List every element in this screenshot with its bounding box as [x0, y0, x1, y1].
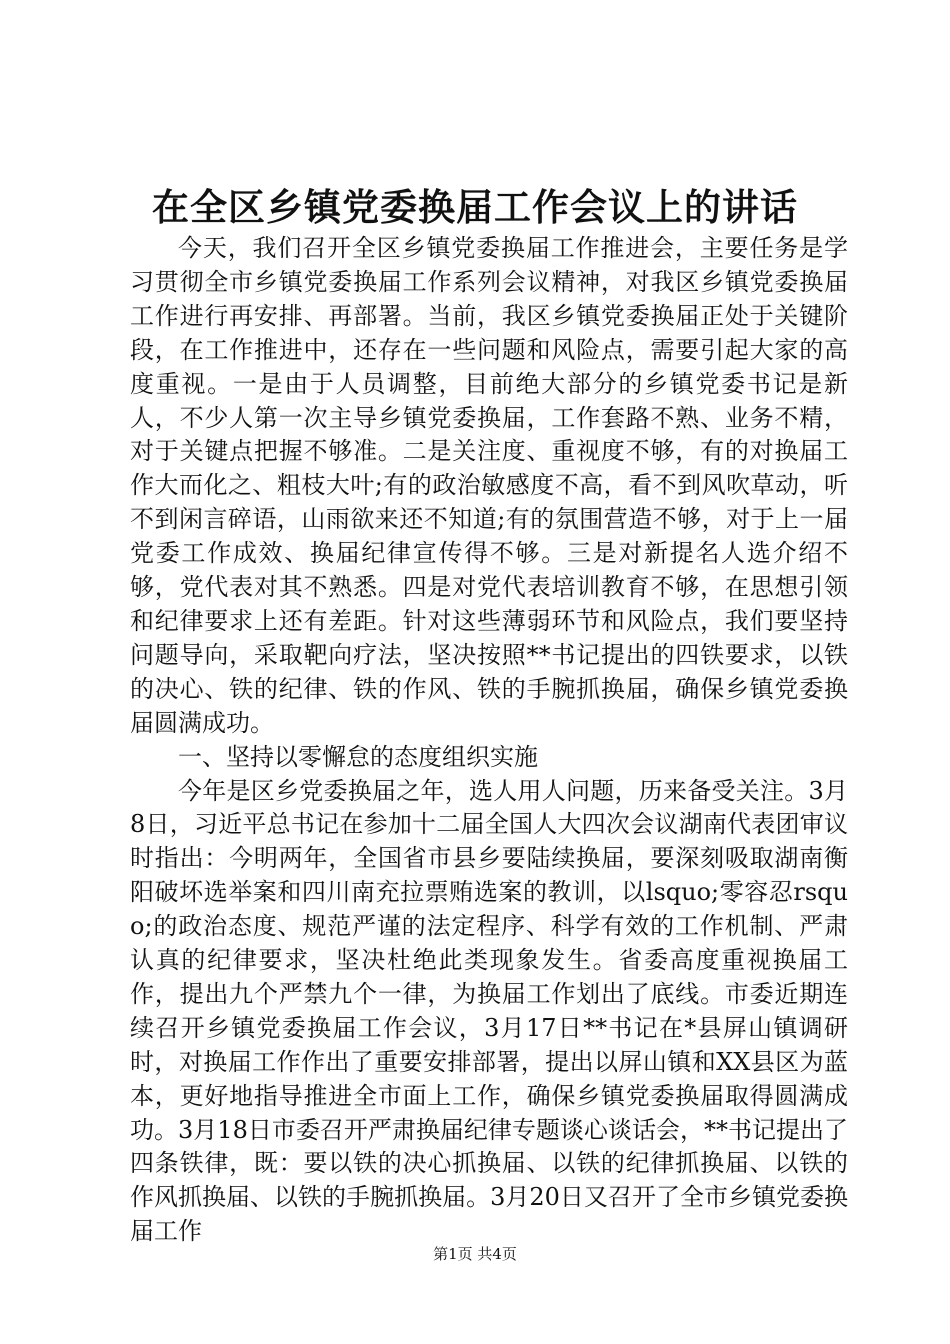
- paragraph-intro: 今天，我们召开全区乡镇党委换届工作推进会，主要任务是学习贯彻全市乡镇党委换届工作系列会议精神，对我区乡镇党委换届工作进行再安排、再部署。当前，我区乡镇党委换届正处于关键阶段，在工作推进中，还存在一些问题和风险点，需要引起大家的高度重视。一是由于人员调整，目前绝大部分的乡镇党委书记是新人，不少人第一次主导乡镇党委换届，工作套路不熟、业务不精，对于关键点把握不够准。二是关注度、重视度不够，有的对换届工作大而化之、粗枝大叶;有的政治敏感度不高，看不到风吹草动，听不到闲言碎语，山雨欲来还不知道;有的氛围营造不够，对于上一届党委工作成效、换届纪律宣传得不够。三是对新提名人选介绍不够，党代表对其不熟悉。四是对党代表培训教育不够，在思想引领和纪律要求上还有差距。针对这些薄弱环节和风险点，我们要坚持问题导向，采取靶向疗法，坚决按照**书记提出的四铁要求，以铁的决心、铁的纪律、铁的作风、铁的手腕抓换届，确保乡镇党委换届圆满成功。: [130, 234, 848, 737]
- paragraph-section-1: 今年是区乡党委换届之年，选人用人问题，历来备受关注。3月8日，习近平总书记在参加十二届全国人大四次会议湖南代表团审议时指出：今明两年，全国省市县乡要陆续换届，要深刻吸取湖南衡阳破坏选举案和四川南充拉票贿选案的教训，以lsquo;零容忍rsquo;的政治态度、规范严谨的法定程序、科学有效的工作机制、严肃认真的纪律要求，坚决杜绝此类现象发生。省委高度重视换届工作，提出九个严禁九个一律，为换届工作划出了底线。市委近期连续召开乡镇党委换届工作会议，3月17日**书记在*县屏山镇调研时，对换届工作作出了重要安排部署，提出以屏山镇和XX县区为蓝本，更好地指导推进全市面上工作，确保乡镇党委换届取得圆满成功。3月18日市委召开严肃换届纪律专题谈心谈话会，**书记提出了四条铁律，既：要以铁的决心抓换届、以铁的纪律抓换届、以铁的作风抓换届、以铁的手腕抓换届。3月20日又召开了全市乡镇党委换届工作: [130, 776, 848, 1246]
- page-footer: 第1页 共4页: [433, 1245, 517, 1263]
- document-body: [130, 232, 848, 1249]
- section-heading-1: 一、坚持以零懈怠的态度组织实施: [178, 742, 538, 771]
- document-title: 在全区乡镇党委换届工作会议上的讲话: [152, 185, 798, 229]
